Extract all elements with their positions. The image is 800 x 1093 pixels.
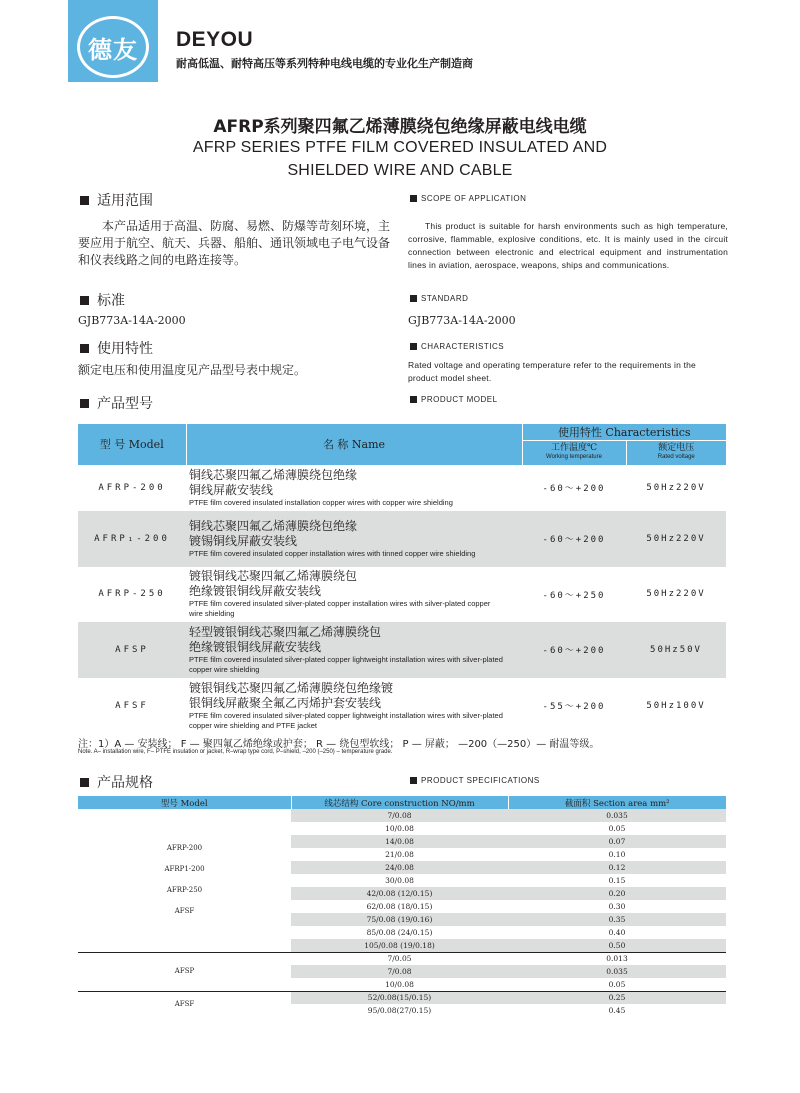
core-cell: 52/0.08(15/0.15)	[291, 991, 508, 1004]
section-spec-cn	[80, 772, 153, 792]
col-header-volt	[626, 441, 726, 465]
section-heading: 标准	[97, 293, 125, 309]
name-cell	[186, 567, 522, 622]
section-heading: CHARACTERISTICS	[421, 342, 505, 351]
core-cell: 42/0.08 (12/0.15)	[291, 887, 508, 900]
name-cn-line: 镀银铜线芯聚四氟乙烯薄膜绕包	[189, 569, 358, 583]
area-cell: 0.05	[508, 978, 726, 991]
spec-model-label: AFSF	[174, 999, 195, 1008]
model-note-cn: 注：1）A — 安装线； F — 聚四氟乙烯绝缘或护套； R — 绕包型软线； P — 屏蔽； —200（—250）— 耐温等级。	[78, 739, 600, 750]
volt-cell: 50Hz220V	[626, 511, 726, 567]
table-row	[78, 991, 726, 1004]
name-en: PTFE film covered insulated installation copper wires with copper wire shielding	[189, 497, 453, 507]
bullet-square-icon	[80, 344, 89, 353]
section-scope-cn	[80, 190, 153, 210]
bullet-square-icon	[410, 343, 417, 350]
core-cell: 7/0.05	[291, 952, 508, 965]
area-cell: 0.30	[508, 900, 726, 913]
name-en: PTFE film covered insulated silver-plated copper lightweight installation wires with silver-plated copper wire shielding and PTFE jacket	[189, 710, 503, 730]
area-cell: 0.12	[508, 861, 726, 874]
brand-slogan: 耐高低温、耐特高压等系列特种电线电缆的专业化生产制造商	[176, 57, 473, 70]
bullet-square-icon	[80, 196, 89, 205]
area-cell: 0.035	[508, 965, 726, 978]
temp-header-cn: 工作温度℃	[550, 442, 598, 453]
name-en: PTFE film covered insulated copper installation wires with tinned copper wire shielding	[189, 548, 476, 558]
name-cell	[186, 511, 522, 567]
name-cn-line: 铜线屏蔽安装线	[189, 482, 274, 497]
standard-value-cn: GJB773A-14A-2000	[78, 314, 186, 327]
volt-header-en: Rated voltage	[657, 453, 695, 460]
bullet-square-icon	[80, 296, 89, 305]
section-model-cn	[80, 393, 153, 413]
spec-model-label: AFRP-250	[166, 886, 203, 895]
section-heading: 产品型号	[97, 396, 153, 412]
scope-text-cn: 本产品适用于高温、防腐、易燃、防爆等苛刻环境，主要应用于航空、航天、兵器、船舶、通讯领域电子电气设备和仪表线路之间的电路连接等。	[78, 219, 391, 267]
section-standard-cn	[80, 290, 125, 310]
table-row	[78, 678, 726, 734]
core-cell: 10/0.08	[291, 978, 508, 991]
name-cn-line: 绝缘镀银铜线屏蔽安装线	[189, 639, 322, 654]
char-text-en: Rated voltage and operating temperature refer to the requirements in the product model sheet.	[408, 360, 696, 383]
model-cell: AFRP-250	[98, 589, 166, 599]
table-row	[78, 567, 726, 622]
spec-table	[78, 796, 726, 1017]
name-cn-line: 镀锡铜线屏蔽安装线	[189, 533, 298, 548]
model-cell: AFRP-200	[98, 482, 166, 493]
title-cn: AFRP系列聚四氟乙烯薄膜绕包绝缘屏蔽电线电缆	[213, 117, 587, 137]
section-model-en	[410, 395, 498, 404]
brand-name: DEYOU	[176, 28, 254, 51]
bullet-square-icon	[410, 396, 417, 403]
section-heading: 适用范围	[97, 193, 153, 209]
spec-model-label: AFRP-200	[166, 844, 203, 853]
name-en: PTFE film covered insulated silver-plated copper installation wires with silver-plated copper wire shielding	[189, 599, 491, 618]
volt-cell: 50Hz100V	[646, 700, 706, 711]
name-en: PTFE film covered insulated silver-plated copper lightweight installation wires with silver-plated copper wire shielding	[189, 654, 503, 674]
model-cell: AFSP	[78, 622, 186, 678]
temp-cell: -55～+200	[542, 702, 606, 712]
core-cell: 21/0.08	[291, 848, 508, 861]
core-cell: 75/0.08 (19/0.16)	[291, 913, 508, 926]
scope-text-en: This product is suitable for harsh environments such as high temperature, corrosive, flammable, explosive conditions, etc. It is mainly used in the circuit connection between electronic and electrical equipment and instrumentation lines in aviation, aerospace, weapons, ships and communications.	[408, 221, 728, 270]
volt-cell: 50Hz220V	[646, 589, 706, 599]
area-cell: 0.10	[508, 848, 726, 861]
area-cell: 0.035	[508, 809, 726, 822]
char-text-cn: 额定电压和使用温度见产品型号表中规定。	[78, 363, 307, 377]
temp-header-en: Working temperature	[546, 453, 602, 460]
table-row	[78, 952, 726, 965]
core-cell: 14/0.08	[291, 835, 508, 848]
volt-header-cn: 额定电压	[658, 442, 695, 453]
section-heading: PRODUCT SPECIFICATIONS	[421, 776, 540, 785]
spec-model-label: AFSP	[174, 967, 195, 975]
section-scope-en	[410, 194, 526, 203]
volt-cell: 50Hz220V	[646, 482, 706, 493]
bullet-square-icon	[80, 399, 89, 408]
section-heading: 产品规格	[97, 775, 153, 791]
name-cell	[186, 622, 522, 678]
volt-cell: 50Hz50V	[626, 622, 726, 678]
temp-cell: -60～+200	[522, 622, 626, 678]
table-row	[78, 622, 726, 678]
spec-header-core: 线芯结构 Core construction NO/mm	[291, 796, 508, 809]
spec-model-cell	[78, 952, 291, 991]
name-cn-line: 轻型镀银铜线芯聚四氟乙烯薄膜绕包	[189, 624, 382, 639]
standard-value-en: GJB773A-14A-2000	[408, 314, 516, 327]
spec-model-cell	[78, 809, 291, 952]
model-cell: AFSF	[115, 700, 149, 711]
bullet-square-icon	[80, 778, 89, 787]
model-table	[78, 424, 726, 734]
area-cell: 0.013	[508, 952, 726, 965]
core-cell: 10/0.08	[291, 822, 508, 835]
bullet-square-icon	[410, 295, 417, 302]
temp-cell: -60～+200	[542, 484, 606, 494]
area-cell: 0.50	[508, 939, 726, 952]
name-cell	[186, 465, 522, 511]
area-cell: 0.20	[508, 887, 726, 900]
table-row	[78, 809, 726, 822]
section-heading: STANDARD	[421, 294, 469, 303]
section-standard-en	[410, 294, 468, 303]
spec-model-label: AFRP1-200	[164, 865, 205, 874]
name-cn-line: 铜线芯聚四氟乙烯薄膜绕包绝缘	[189, 518, 358, 533]
core-cell: 7/0.08	[291, 965, 508, 978]
core-cell: 24/0.08	[291, 861, 508, 874]
core-cell: 62/0.08 (18/0.15)	[291, 900, 508, 913]
area-cell: 0.40	[508, 926, 726, 939]
core-cell: 105/0.08 (19/0.18)	[291, 939, 508, 952]
core-cell: 85/0.08 (24/0.15)	[291, 926, 508, 939]
logo-text: 德友	[88, 35, 138, 64]
model-note-en: Note. A– installation wire, F– PTFE insulation or jacket, R–wrap type cord, P–shield, –200 (–250) – temperature grade.	[78, 749, 393, 755]
section-heading: SCOPE OF APPLICATION	[421, 194, 527, 203]
bullet-square-icon	[410, 195, 417, 202]
section-spec-en	[410, 776, 540, 785]
name-cell	[186, 678, 522, 734]
name-cn-line: 镀银铜线芯聚四氟乙烯薄膜绕包绝缘镀	[189, 680, 394, 695]
spec-header-model: 型号 Model	[78, 796, 291, 809]
area-cell: 0.45	[508, 1004, 726, 1017]
core-cell: 95/0.08(27/0.15)	[291, 1004, 508, 1017]
spec-model-label: AFSF	[174, 907, 195, 916]
spec-model-cell	[78, 991, 291, 1017]
section-char-cn	[80, 338, 153, 358]
name-cn-line: 绝缘镀银铜线屏蔽安装线	[189, 584, 322, 598]
table-row	[78, 511, 726, 567]
section-char-en	[410, 342, 504, 351]
spec-header-area: 截面积 Section area mm²	[508, 796, 726, 809]
area-cell: 0.15	[508, 874, 726, 887]
col-header-model: 型 号 Model	[78, 424, 186, 465]
table-row	[78, 465, 726, 511]
col-header-char: 使用特性 Characteristics	[522, 424, 726, 441]
section-heading: 使用特性	[97, 341, 153, 357]
name-cn-line: 铜线芯聚四氟乙烯薄膜绕包绝缘	[189, 467, 358, 482]
title-en: AFRP SERIES PTFE FILM COVERED INSULATED AND SHIELDED WIRE AND CABLE	[192, 139, 608, 179]
company-logo	[77, 16, 149, 78]
core-cell: 7/0.08	[291, 809, 508, 822]
area-cell: 0.25	[508, 991, 726, 1004]
temp-cell: -60～+250	[542, 590, 606, 601]
col-header-name: 名 称 Name	[186, 424, 522, 465]
area-cell: 0.05	[508, 822, 726, 835]
area-cell: 0.35	[508, 913, 726, 926]
section-heading: PRODUCT MODEL	[421, 395, 498, 404]
core-cell: 30/0.08	[291, 874, 508, 887]
col-header-temp	[522, 441, 626, 465]
model-cell: AFRP₁-200	[78, 511, 186, 567]
name-cn-line: 银铜线屏蔽聚全氟乙丙烯护套安装线	[189, 695, 382, 710]
area-cell: 0.07	[508, 835, 726, 848]
bullet-square-icon	[410, 777, 417, 784]
temp-cell: -60～+200	[522, 511, 626, 567]
